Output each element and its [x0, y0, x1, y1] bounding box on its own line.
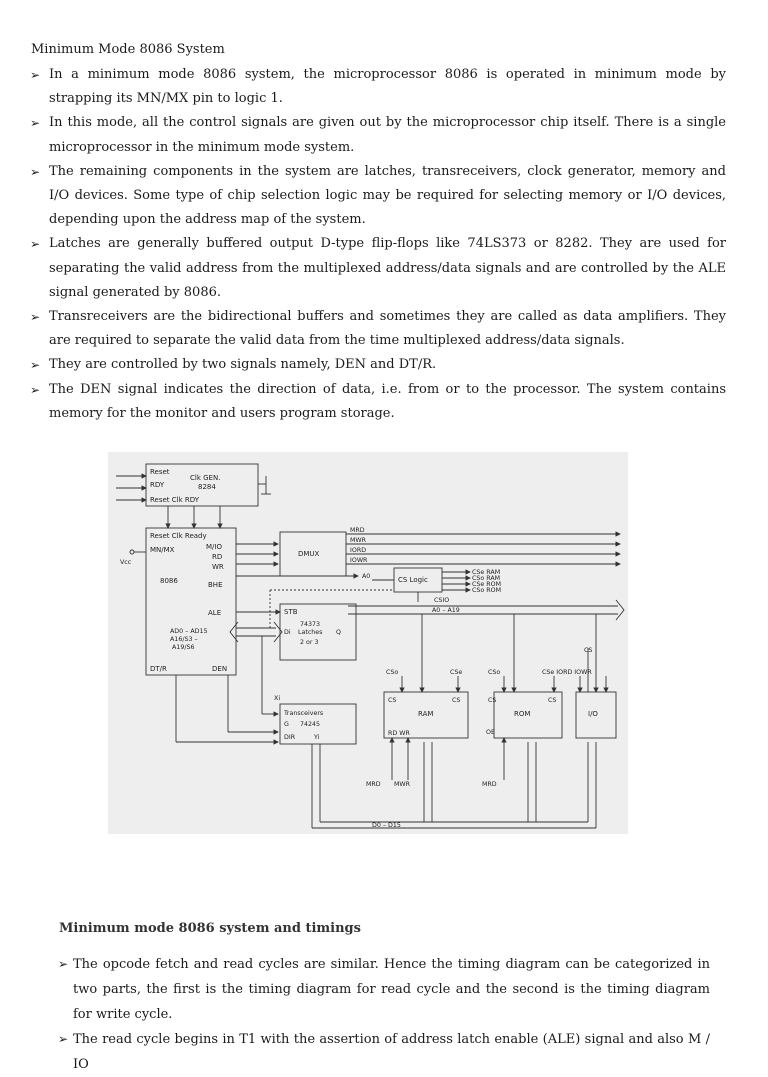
io-cs-label: CS	[548, 697, 557, 704]
latch-part-label: 74373	[300, 621, 321, 628]
latch-count-label: 2 or 3	[300, 639, 319, 646]
arrow-bullet-icon: ➢	[58, 957, 69, 971]
arrow-bullet-icon: ➢	[30, 116, 41, 131]
section-title: Minimum Mode 8086 System	[31, 42, 225, 57]
cpu-mnmx-label: MN/MX	[150, 546, 175, 554]
cpu-a16-label: A16/S3 –	[170, 636, 198, 643]
ram-rdwr-label: RD WR	[388, 730, 410, 737]
section-title: Minimum mode 8086 system and timings	[59, 921, 361, 936]
ram-cs-label: CS	[452, 697, 461, 704]
ram-cso-label: CSo	[386, 669, 399, 676]
data-bus-label: D0 – D15	[372, 822, 401, 829]
cpu-top-label: Reset Clk Ready	[150, 532, 207, 540]
transceiver-xi-label: Xi	[274, 695, 281, 702]
cs-output-label: CSe ROM	[472, 581, 502, 588]
cpu-a19-label: A19/S6	[172, 644, 195, 651]
list-item: ➢ The opcode fetch and read cycles are similar. Hence the timing diagram can be categorized in two parts, the first is the timing diagram for read cycle and the second is the timing diagram for write cycle.	[58, 952, 710, 1027]
io-name-label: I/O	[588, 710, 598, 718]
transceiver-part-label: 74245	[300, 721, 321, 728]
arrow-bullet-icon: ➢	[30, 382, 41, 397]
ram-cse-label: CSe	[450, 669, 463, 676]
minimum-mode-system-diagram	[108, 452, 628, 834]
list-item: ➢ In a minimum mode 8086 system, the microprocessor 8086 is operated in minimum mode by strapping its MN/MX pin to logic 1.	[30, 63, 726, 111]
ram-cs-label: CS	[388, 697, 397, 704]
rom-cso-label: CSo	[488, 669, 501, 676]
ram-mwr-label: MWR	[394, 781, 411, 788]
dmux-iowr-label: IOWR	[350, 557, 368, 564]
bullet-list	[30, 63, 726, 426]
bullet-list	[58, 952, 710, 1077]
cs-logic-name-label: CS Logic	[398, 576, 428, 584]
latch-stb-label: STB	[284, 608, 298, 616]
clock-reset-label: Reset	[150, 468, 170, 476]
list-item: ➢ The read cycle begins in T1 with the assertion of address latch enable (ALE) signal and also M / IO	[58, 1027, 710, 1077]
address-bus-label: A0 – A19	[432, 607, 460, 614]
cpu-ale-label: ALE	[208, 609, 222, 617]
transceiver-name-label: Transceivers	[284, 710, 324, 717]
dmux-mrd-label: MRD	[350, 527, 365, 534]
cpu-mio-label: M/IO	[206, 543, 222, 551]
list-item: ➢ In this mode, all the control signals are given out by the microprocessor chip itself. There is a single microprocessor in the minimum mode system.	[30, 111, 726, 159]
arrow-bullet-icon: ➢	[30, 68, 41, 82]
latch-q-label: Q	[336, 629, 341, 636]
arrow-bullet-icon: ➢	[30, 358, 41, 373]
clock-gen-part: 8284	[198, 483, 216, 491]
block-diagram	[108, 452, 628, 834]
cpu-den-label: DEN	[212, 665, 228, 673]
csio-label: CSIO	[434, 597, 450, 604]
list-item: ➢ The remaining components in the system are latches, transreceivers, clock generator, memory and I/O devices. Some type of chip selection logic may be required for selecting memory or I/O devices, depending upon the address map of the system.	[30, 160, 726, 233]
cpu-dtr-label: DT/R	[150, 665, 167, 673]
dmux-mwr-label: MWR	[350, 537, 367, 544]
io-signal-labels: CSe IORD IOWR	[542, 669, 592, 676]
transceiver-yi-label: Yi	[314, 734, 320, 741]
list-item: ➢ Transreceivers are the bidirectional buffers and sometimes they are called as data amplifiers. They are required to separate the valid data from the time multiplexed address/data signals.	[30, 305, 726, 353]
arrow-bullet-icon: ➢	[58, 1032, 69, 1046]
dmux-name-label: DMUX	[298, 550, 320, 558]
ram-name-label: RAM	[418, 710, 434, 718]
clock-gen-name: Clk GEN.	[190, 474, 221, 482]
arrow-bullet-icon: ➢	[30, 310, 41, 325]
rom-mrd-label: MRD	[482, 781, 497, 788]
vcc-label: Vcc	[120, 559, 132, 566]
ram-mrd-label: MRD	[366, 781, 381, 788]
list-item: ➢ They are controlled by two signals namely, DEN and DT/R.	[30, 353, 726, 377]
transceiver-g-label: G	[284, 721, 289, 728]
io-cs-top-label: CS	[584, 647, 593, 654]
cpu-ad-label: AD0 – AD15	[170, 628, 208, 635]
list-item: ➢ The DEN signal indicates the direction of data, i.e. from or to the processor. The system contains memory for the monitor and users program storage.	[30, 378, 726, 426]
list-item: ➢ Latches are generally buffered output D-type flip-flops like 74LS373 or 8282. They are used for separating the valid address from the multiplexed address/data signals and are controlled by the ALE signal generated by 8086.	[30, 232, 726, 305]
dmux-iord-label: IORD	[350, 547, 367, 554]
cs-output-label: CSe RAM	[472, 569, 501, 576]
rom-name-label: ROM	[514, 710, 531, 718]
clock-gen-bottom-label: Reset Clk RDY	[150, 496, 200, 504]
arrow-bullet-icon: ➢	[30, 237, 41, 252]
transceiver-dir-label: DIR	[284, 734, 296, 741]
cpu-rd-label: RD	[212, 553, 223, 561]
cs-output-label: CSo ROM	[472, 587, 502, 594]
arrow-bullet-icon: ➢	[30, 164, 41, 179]
rom-oe-label: OE	[486, 729, 495, 736]
cs-logic-a0-label: A0	[362, 573, 371, 580]
rom-cs-label: CS	[488, 697, 497, 704]
latch-d-label: Di	[284, 629, 291, 636]
clock-rdy-label: RDY	[150, 481, 165, 489]
cpu-name-label: 8086	[160, 577, 178, 585]
cs-output-label: CSo RAM	[472, 575, 501, 582]
latch-name-label: Latches	[298, 629, 323, 636]
cpu-bhe-label: BHE	[208, 581, 223, 589]
cpu-wr-label: WR	[212, 563, 224, 571]
